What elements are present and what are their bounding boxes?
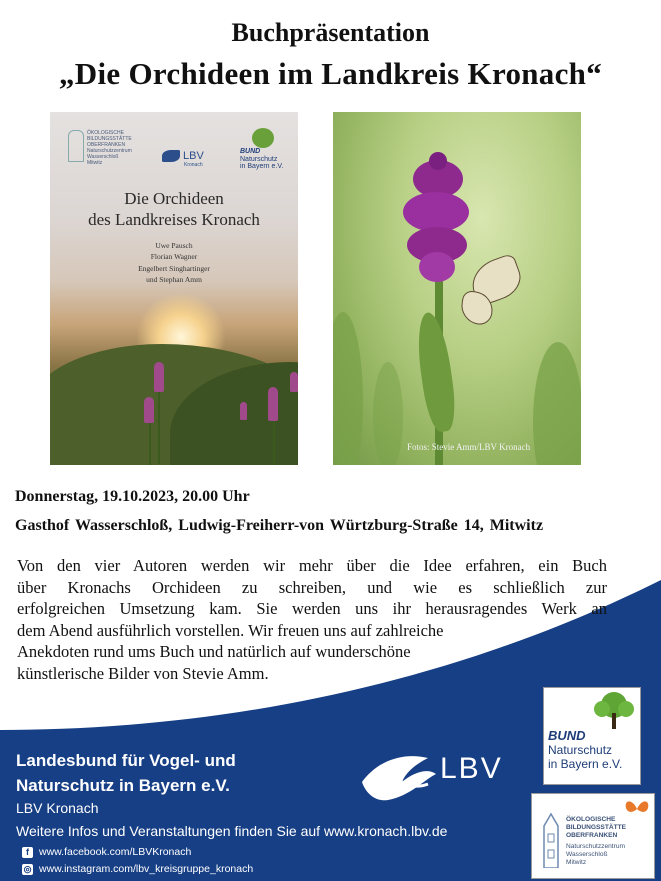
grass-blade [333,312,363,465]
tree-icon [592,691,636,729]
bund-logo-line: Naturschutz [548,743,613,757]
orchid-butterfly-photo [333,112,581,465]
orchid-leaf [413,310,459,433]
grass-blade [373,362,403,465]
orchid-flower [290,372,298,392]
cover-author: und Stephan Amm [146,274,202,284]
oeko-line: BILDUNGSSTÄTTE [566,824,627,832]
lbv-group-name: LBV Kronach [16,800,99,816]
bird-icon [162,150,180,162]
oeko-line: ÖKOLOGISCHE [566,816,616,823]
bund-logo-small [240,128,283,171]
description-line: künstlerische Bilder von Stevie Amm. [17,663,269,683]
cover-authors [50,240,298,285]
flower-stem [158,384,160,464]
cover-author: Engelbert Singhartinger [138,263,210,273]
description-line: über Kronachs Orchideen zu schreiben, und wie es schließlich zur [17,577,607,597]
oeko-logo-line: BILDUNGSSTÄTTE [87,136,132,142]
photo-credit: Fotos: Stevie Amm/LBV Kronach [407,442,531,452]
more-info-text: Weitere Infos und Veranstaltungen finden Sie auf www.kronach.lbv.de [16,823,448,839]
lbv-organization-name [16,748,236,798]
description-paragraph [17,555,607,685]
orchid-bloom [403,192,469,232]
oeko-logo-line: Naturschutzzentrum [87,148,132,154]
bund-logo-text: BUND [240,148,261,155]
oeko-logo-text [566,816,626,867]
facebook-url: www.facebook.com/LBVKronach [39,846,192,858]
grass-blade [533,342,581,465]
bund-logo-text: BUND [548,728,586,743]
bund-logo-text: in Bayern e.V. [240,163,284,171]
instagram-link[interactable] [22,863,253,875]
cover-author: Florian Wagner [150,252,198,262]
instagram-icon: ◎ [23,863,32,874]
butterfly-icon [624,798,650,820]
oeko-bildungsstaette-logo [531,793,655,879]
cover-author: Uwe Pausch [155,241,193,250]
event-location: Gasthof Wasserschloß, Ludwig-Freiherr-von Würtzburg-Straße 14, Mitwitz [15,517,544,534]
description-line: Anekdoten rund ums Buch und natürlich auf wunderschöne [17,642,411,662]
lbv-logo-subtext: Kronach [184,162,203,169]
oeko-logo-line: ÖKOLOGISCHE [87,130,124,136]
orchid-bud [429,152,447,170]
oeko-line: Mitwitz [566,859,587,867]
book-cover-image [50,112,298,465]
facebook-link[interactable] [22,846,191,858]
oeko-line: Naturschutzzentrum [566,842,625,850]
org-name-line: Landesbund für Vogel- und [16,751,236,770]
bund-logo-text: Naturschutz [240,155,278,163]
castle-tower-icon [538,808,564,868]
oeko-logo-line: OBERFRANKEN [87,142,126,148]
castle-tower-icon [68,130,84,162]
oeko-logo-line: Wasserschloß [87,154,119,160]
lbv-logo-text: LBV [183,150,204,162]
cover-title-line: des Landkreises Kronach [88,210,260,230]
bund-logo-line: in Bayern e.V. [548,757,623,771]
bund-logo [543,687,641,785]
bund-logo-subtext [548,743,622,771]
orchid-flower [144,397,154,423]
orchid-flower [268,387,278,421]
orchid-bloom [419,252,455,282]
description-line: erfolgreichen Umsetzung kam. Sie werden uns ihr herausragendes Werk an [17,599,607,619]
description-line: dem Abend ausführlich vorstellen. Wir freuen uns auf zahlreiche [17,620,444,640]
facebook-icon: f [22,847,33,858]
description-line: Von den vier Autoren werden wir mehr über die Idee erfahren, ein Buch [17,556,607,575]
book-title-heading: „Die Orchideen im Landkreis Kronach“ [58,56,602,91]
event-heading: Buchpräsentation [231,18,430,47]
oeko-line: OBERFRANKEN [566,832,618,840]
oeko-line: Wasserschloß [566,850,608,858]
org-name-line: Naturschutz in Bayern e.V. [16,776,230,795]
orchid-flower [154,362,164,392]
cover-title-line: Die Orchideen [124,189,224,208]
oeko-logo-line: Mitwitz [87,160,103,166]
cover-title [50,188,298,231]
instagram-url: www.instagram.com/lbv_kreisgruppe_kronach [39,863,254,875]
oeko-logo [68,130,138,166]
lbv-logo-small [162,150,204,168]
tree-icon [252,128,274,148]
lbv-logo-text: LBV [440,752,503,785]
event-date: Donnerstag, 19.10.2023, 20.00 Uhr [15,488,250,505]
orchid-flower [240,402,247,420]
